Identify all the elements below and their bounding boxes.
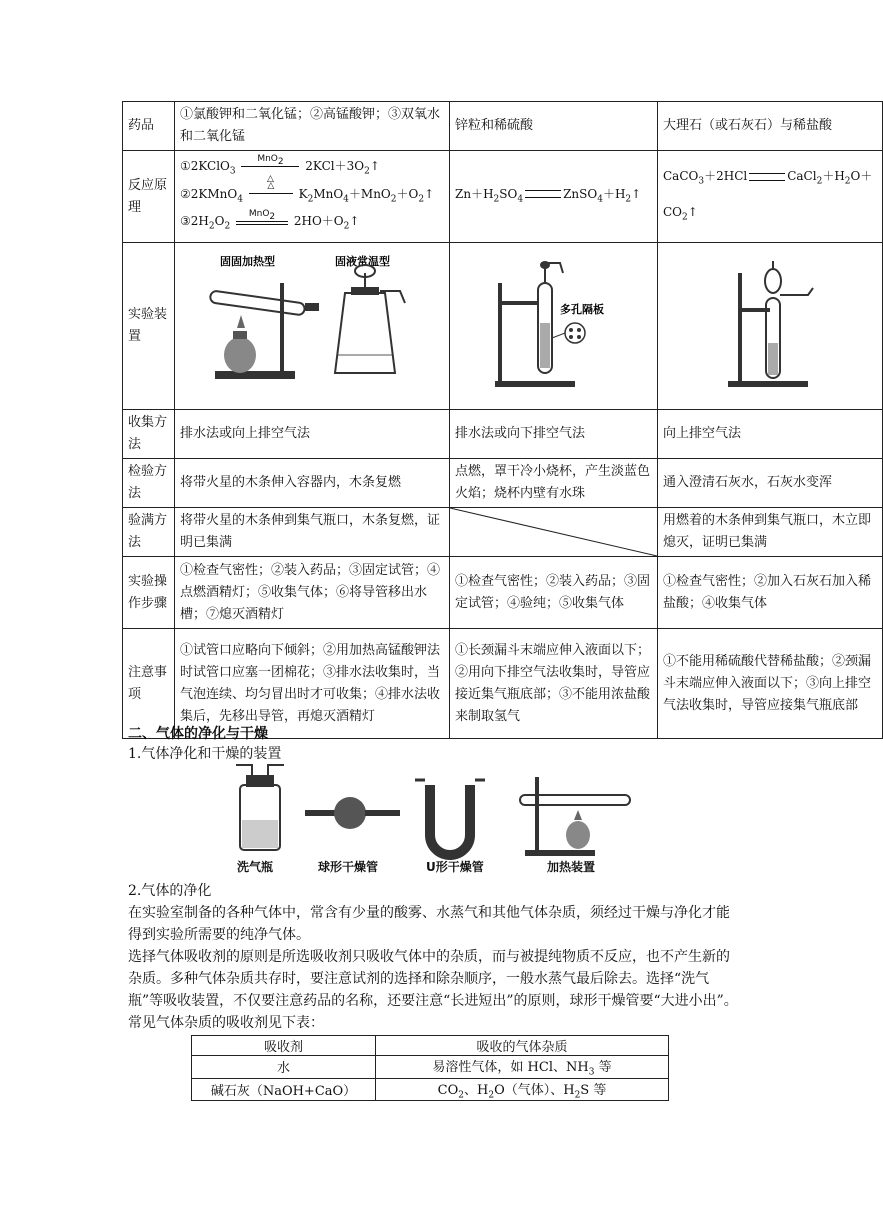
table-row (192, 1056, 669, 1079)
fig-label-u-dryer: U形干燥管 (426, 860, 484, 874)
cell-steps-co2: ①检查气密性；②加入石灰石加入稀盐酸；④收集气体 (658, 557, 883, 629)
row-label-steps: 实验操作步骤 (123, 557, 175, 629)
absorbent-table (191, 1035, 669, 1101)
equation-h2o2: $③2H_2O_2$ MnO$_2$ $2HO+O_2↑$ (180, 208, 360, 232)
section-title-purification: 二、气体的净化与干燥 (128, 726, 268, 742)
fig-label-heating: 加热装置 (547, 860, 596, 874)
cell-drugs-oxygen: ①氯酸钾和二氧化锰；②高锰酸钾；③双氧水和二氧化锰 (175, 102, 450, 151)
absorbent-cell: 水 (192, 1056, 376, 1079)
impurity-cell: $CO_2$、$H_2O$（气体）、$H_2S$ 等 (376, 1078, 669, 1101)
subheading-apparatus: 1.气体净化和干燥的装置 (128, 746, 282, 762)
cell-drugs-hydrogen: 锌粒和稀硫酸 (450, 102, 658, 151)
row-label-collect: 收集方法 (123, 410, 175, 459)
hydrogen-apparatus-illustration (450, 243, 658, 401)
diagonal-line (450, 508, 657, 556)
cell-principle-co2: CaCO$_3$＋2HCl $CaCl_2+H_2O+$ $CO_2↑$ (658, 151, 883, 243)
cell-notes-oxygen: ①试管口应略向下倾斜；②用加热高锰酸钾法时试管口应塞一团棉花；③排水法收集时，当气泡连续、均匀冒出时才可收集；④排水法收集后，先移出导管，再熄灭酒精灯 (175, 629, 450, 739)
absorbent-header-agent: 吸收剂 (192, 1036, 376, 1056)
subheading-purification: 2.气体的净化 (128, 883, 212, 899)
cell-apparatus-oxygen (175, 243, 450, 410)
cell-principle-hydrogen: $Zn+H_2SO_4$ $ZnSO_4+H_2↑$ (450, 151, 658, 243)
row-label-test: 检验方法 (123, 459, 175, 508)
cell-principle-oxygen (175, 151, 450, 243)
cell-steps-hydrogen: ①检查气密性；②装入药品；③固定试管；④验纯；⑤收集气体 (450, 557, 658, 629)
svg-text:固液常温型: 固液常温型 (335, 255, 390, 268)
paragraph-absorbent-principle: 选择气体吸收剂的原则是所选吸收剂只吸收气体中的杂质，而与被提纯物质不反应，也不产生新的杂质。多种气体杂质共存时，要注意试剂的选择和除杂顺序，一般水蒸气最后除去。选择“洗气瓶”等吸收装置，不仅要注意药品的名称，还要注意“长进短出”的原则，球形干燥管要“大进小出”。常见气体杂质的吸收剂见下表： (128, 949, 738, 1031)
equation-kmno4: ②2KMnO$_4$ △ $K_2MnO_4+MnO_2+O_2↑$ (180, 181, 435, 205)
svg-text:多孔隔板: 多孔隔板 (560, 303, 604, 316)
cell-test-hydrogen: 点燃，罩干冷小烧杯，产生淡蓝色火焰；烧杯内壁有水珠 (450, 459, 658, 508)
co2-apparatus-illustration (658, 243, 883, 401)
row-label-principle: 反应原理 (123, 151, 175, 243)
row-label-drugs: 药品 (123, 102, 175, 151)
cell-notes-hydrogen: ①长颈漏斗末端应伸入液面以下；②用向下排空气法收集时，导管应接近集气瓶底部；③不能用浓盐酸来制取氢气 (450, 629, 658, 739)
cell-drugs-co2: 大理石（或石灰石）与稀盐酸 (658, 102, 883, 151)
cell-full-co2: 用燃着的木条伸到集气瓶口，木立即熄灭，证明已集满 (658, 508, 883, 557)
cell-test-co2: 通入澄清石灰水，石灰水变浑 (658, 459, 883, 508)
row-label-notes: 注意事项 (123, 629, 175, 739)
impurity-cell: 易溶性气体，如 HCl、$NH_3$ 等 (376, 1056, 669, 1079)
cell-apparatus-hydrogen (450, 243, 658, 410)
cell-full-oxygen: 将带火星的木条伸到集气瓶口，木条复燃，证明已集满 (175, 508, 450, 557)
svg-text:固固加热型: 固固加热型 (220, 255, 275, 268)
oxygen-apparatus-illustration (175, 243, 450, 401)
absorbent-header-impurity: 吸收的气体杂质 (376, 1036, 669, 1056)
row-label-apparatus: 实验装置 (123, 243, 175, 410)
fig-label-wash-bottle: 洗气瓶 (237, 860, 274, 874)
gas-preparation-table (122, 101, 883, 739)
cell-collect-co2: 向上排空气法 (658, 410, 883, 459)
fig-label-ball-dryer: 球形干燥管 (318, 860, 379, 874)
absorbent-cell: 碱石灰（NaOH+CaO） (192, 1078, 376, 1101)
cell-steps-oxygen: ①检查气密性；②装入药品；③固定试管；④点燃酒精灯；⑤收集气体；⑥将导管移出水槽；⑦熄灭酒精灯 (175, 557, 450, 629)
paragraph-impurities: 在实验室制备的各种气体中，常含有少量的酸雾、水蒸气和其他气体杂质，须经过干燥与净化才能得到实验所需要的纯净气体。 (128, 905, 730, 943)
row-label-full: 验满方法 (123, 508, 175, 557)
cell-collect-oxygen: 排水法或向上排空气法 (175, 410, 450, 459)
equation-kclo3: ①2KClO$_3$ MnO$_2$ △ $2KCl+3O_2↑$ (180, 153, 380, 184)
table-row (192, 1078, 669, 1101)
cell-apparatus-co2 (658, 243, 883, 410)
cell-full-hydrogen-empty (450, 508, 658, 557)
cell-collect-hydrogen: 排水法或向下排空气法 (450, 410, 658, 459)
cell-test-oxygen: 将带火星的木条伸入容器内，木条复燃 (175, 459, 450, 508)
cell-notes-co2: ①不能用稀硫酸代替稀盐酸；②颈漏斗末端应伸入液面以下；③向上排空气法收集时，导管应接集气瓶底部 (658, 629, 883, 739)
